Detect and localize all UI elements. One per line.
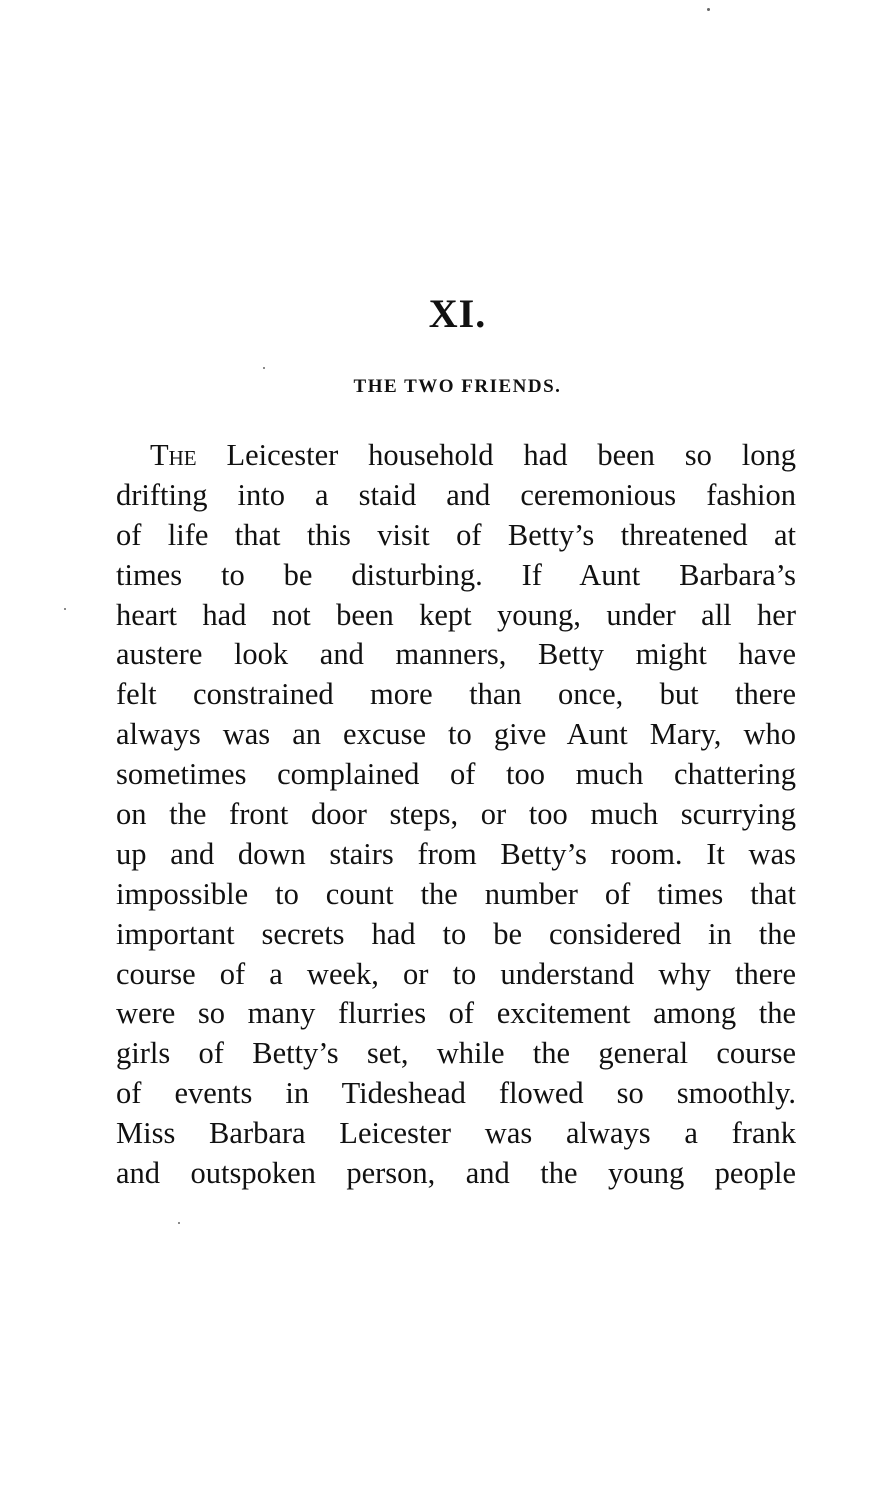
scan-speck	[263, 367, 265, 369]
text-line	[116, 436, 796, 476]
text-line: heart had not been kept young, under all her	[116, 597, 796, 632]
text-line: on the front door steps, or too much scurrying	[116, 797, 796, 832]
text-line: always was an excuse to give Aunt Mary, who	[116, 717, 796, 752]
paragraph	[116, 436, 796, 1194]
text-line: up and down stairs from Betty’s room. It was	[116, 836, 796, 871]
text-line: felt constrained more than once, but there	[116, 677, 796, 712]
opening-word: The	[150, 438, 197, 472]
text-line: course of a week, or to understand why there	[116, 956, 796, 991]
text-line: impossible to count the number of times that	[116, 876, 796, 911]
text-line: and outspoken person, and the young people	[116, 1156, 796, 1191]
text-line: were so many flurries of excitement among the	[116, 996, 796, 1031]
text-line: sometimes complained of too much chattering	[116, 757, 796, 792]
text-line: austere look and manners, Betty might have	[116, 637, 796, 672]
scan-speck	[178, 1222, 180, 1224]
text-line: of events in Tideshead flowed so smoothly.	[116, 1076, 796, 1111]
scan-speck	[707, 8, 710, 11]
text-line: drifting into a staid and ceremonious fashion	[116, 477, 796, 512]
text-line: times to be disturbing. If Aunt Barbara’s	[116, 557, 796, 592]
text-line: of life that this visit of Betty’s threatened at	[116, 517, 796, 552]
text-line-content: Leicester household had been so long	[196, 438, 796, 472]
text-line: girls of Betty’s set, while the general course	[116, 1036, 796, 1071]
chapter-number: XI.	[428, 291, 487, 336]
text-line: important secrets had to be considered in the	[116, 916, 796, 951]
text-line: Miss Barbara Leicester was always a frank	[116, 1116, 796, 1151]
scan-speck	[64, 608, 66, 610]
chapter-title: THE TWO FRIENDS.	[353, 376, 562, 397]
